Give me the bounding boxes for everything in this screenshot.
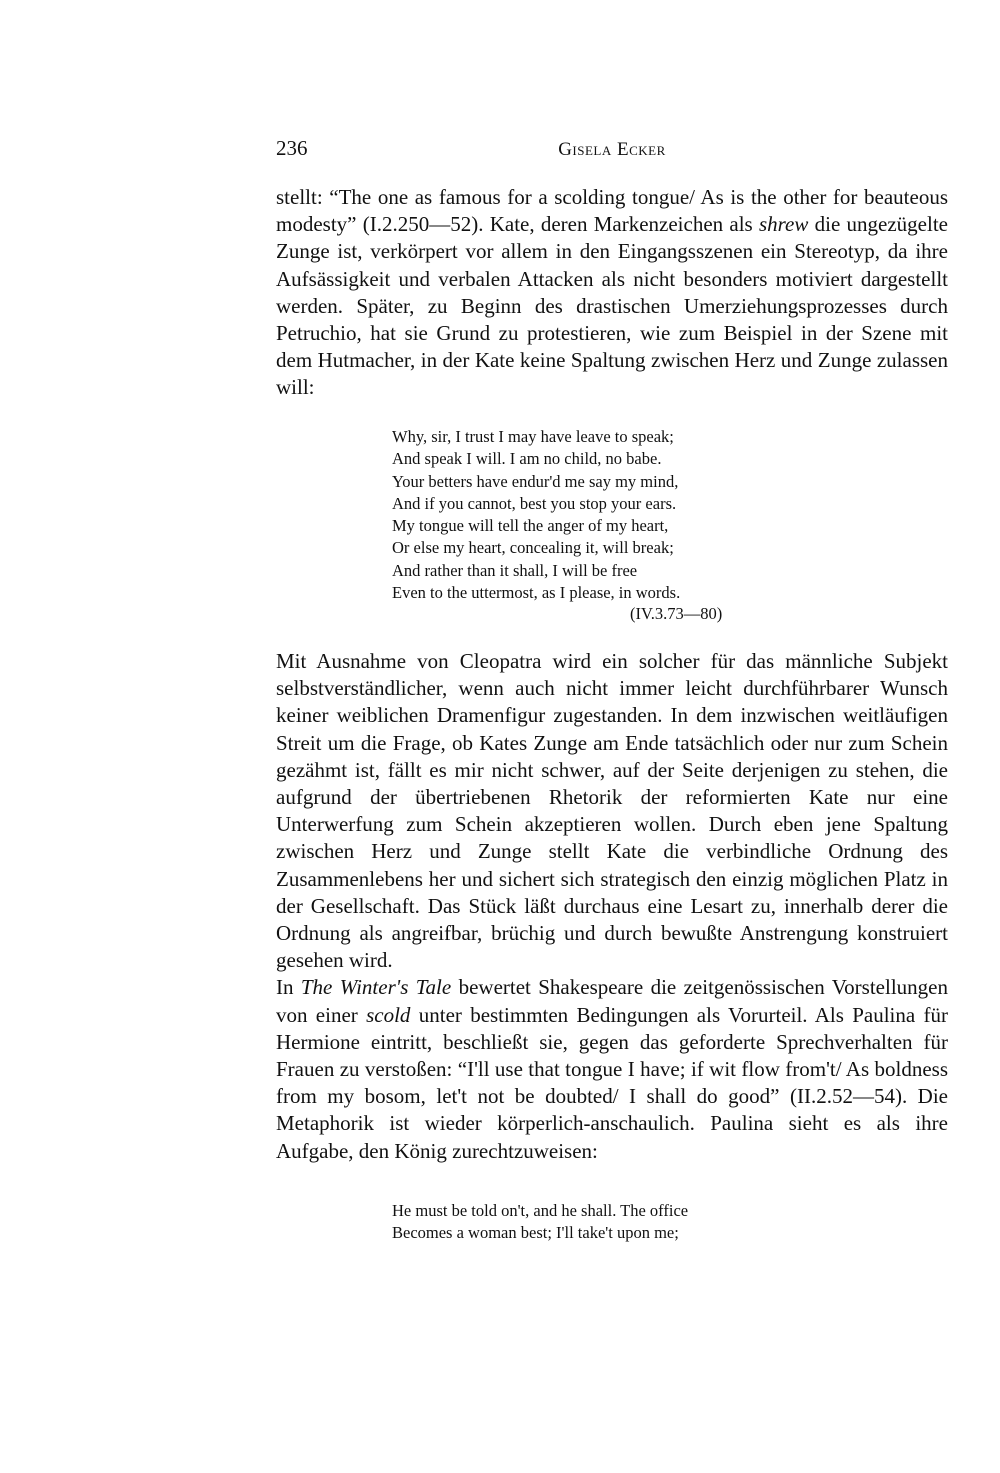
page-number: 236 — [276, 136, 308, 160]
para3-seg1: In — [276, 975, 301, 1000]
para1-seg1: stellt: “The one as famous for a scolding tongue/ As is the other for beauteous modesty” (I.2.250—52). Kate, deren Markenzeichen als — [276, 185, 948, 237]
para1-seg2: die ungezügelte Zunge ist, verkörpert vor allem in den Eingangsszenen ein Stereotyp, da ihre Aufsässigkeit und verbalen Attacken als nicht besonders motiviert dargestellt werden. Später, zu Beginn des drastischen Umerziehungsprozesses durch Petruchio, hat sie Grund zu protestieren, wie zum Beispiel in der Szene mit dem Hutmacher, in der Kate keine Spaltung zwischen Herz und Zunge zulassen will: — [276, 212, 948, 400]
verse-line: And speak I will. I am no child, no babe. — [392, 449, 662, 469]
verse-quote-winters-tale — [392, 1200, 688, 1245]
verse-citation: (IV.3.73—80) — [630, 604, 723, 623]
verse-line: And rather than it shall, I will be free — [392, 560, 638, 580]
verse-line: Becomes a woman best; I'll take't upon me; — [392, 1223, 679, 1243]
paragraph-kate — [276, 184, 948, 402]
para1-emphasis-shrew: shrew — [758, 212, 809, 237]
verse-line: Even to the uttermost, as I please, in words. — [392, 583, 681, 603]
para3-seg3: unter bestimmten Bedingungen als Vorurteil. Als Paulina für Hermione eintritt, beschließt sie, gegen das geforderte Sprechverhalten für Frauen zu verstoßen: “I'll use that tongue I have; if wit flow from't/ As boldness from my bosom, let't not be doubted/ I shall do good” (II.2.52—54). Die Metaphorik ist wieder körperlich-anschaulich. Paulina sieht es als ihre Aufgabe, den König zurechtzuweisen: — [276, 1002, 948, 1163]
paragraph-cleopatra: Mit Ausnahme von Cleopatra wird ein solcher für das männliche Subjekt selbstverständlicher, wenn auch nicht immer leicht durchführbarer Wunsch keiner weiblichen Dramenfigur zugestanden. In dem inzwischen weitläufigen Streit um die Frage, ob Kates Zunge am Ende tatsächlich oder nur zum Schein gezähmt ist, fällt es mir nicht schwer, auf der Seite derjenigen zu stehen, die aufgrund der übertriebenen Rhetorik der reformierten Kate nur eine Unterwerfung zum Schein akzeptieren wollen. Durch eben jene Spaltung zwischen Herz und Zunge stellt Kate die verbindliche Ordnung des Zusammenlebens her und sichert sich strategisch den einzig möglichen Platz in der Gesellschaft. Das Stück läßt durchaus eine Lesart zu, innerhalb derer die Ordnung als angreifbar, brüchig und durch bewußte Anstrengung konstruiert gesehen wird. — [276, 649, 948, 973]
text-block-bottom — [276, 648, 948, 1165]
text-block-top — [276, 184, 948, 402]
verse-line: He must be told on't, and he shall. The office — [392, 1201, 689, 1220]
verse-line: Why, sir, I trust I may have leave to speak; — [392, 427, 674, 446]
para3-seg2: bewertet Shakespeare die zeitgenössischen Vorstellungen von einer — [276, 975, 948, 1027]
verse-quote-shrew — [392, 426, 680, 604]
para3-emphasis-title: The Winter's Tale — [300, 975, 452, 1000]
running-head: Gisela Ecker — [558, 139, 666, 160]
para3-emphasis-scold: scold — [366, 1002, 411, 1027]
page-header — [276, 136, 948, 166]
verse-line: Or else my heart, concealing it, will break; — [392, 538, 674, 558]
paragraph-winters-tale — [276, 974, 948, 1164]
verse-line: Your betters have endur'd me say my mind, — [392, 471, 679, 491]
verse-line: My tongue will tell the anger of my heart, — [392, 516, 669, 536]
verse-line: And if you cannot, best you stop your ears. — [392, 493, 677, 513]
